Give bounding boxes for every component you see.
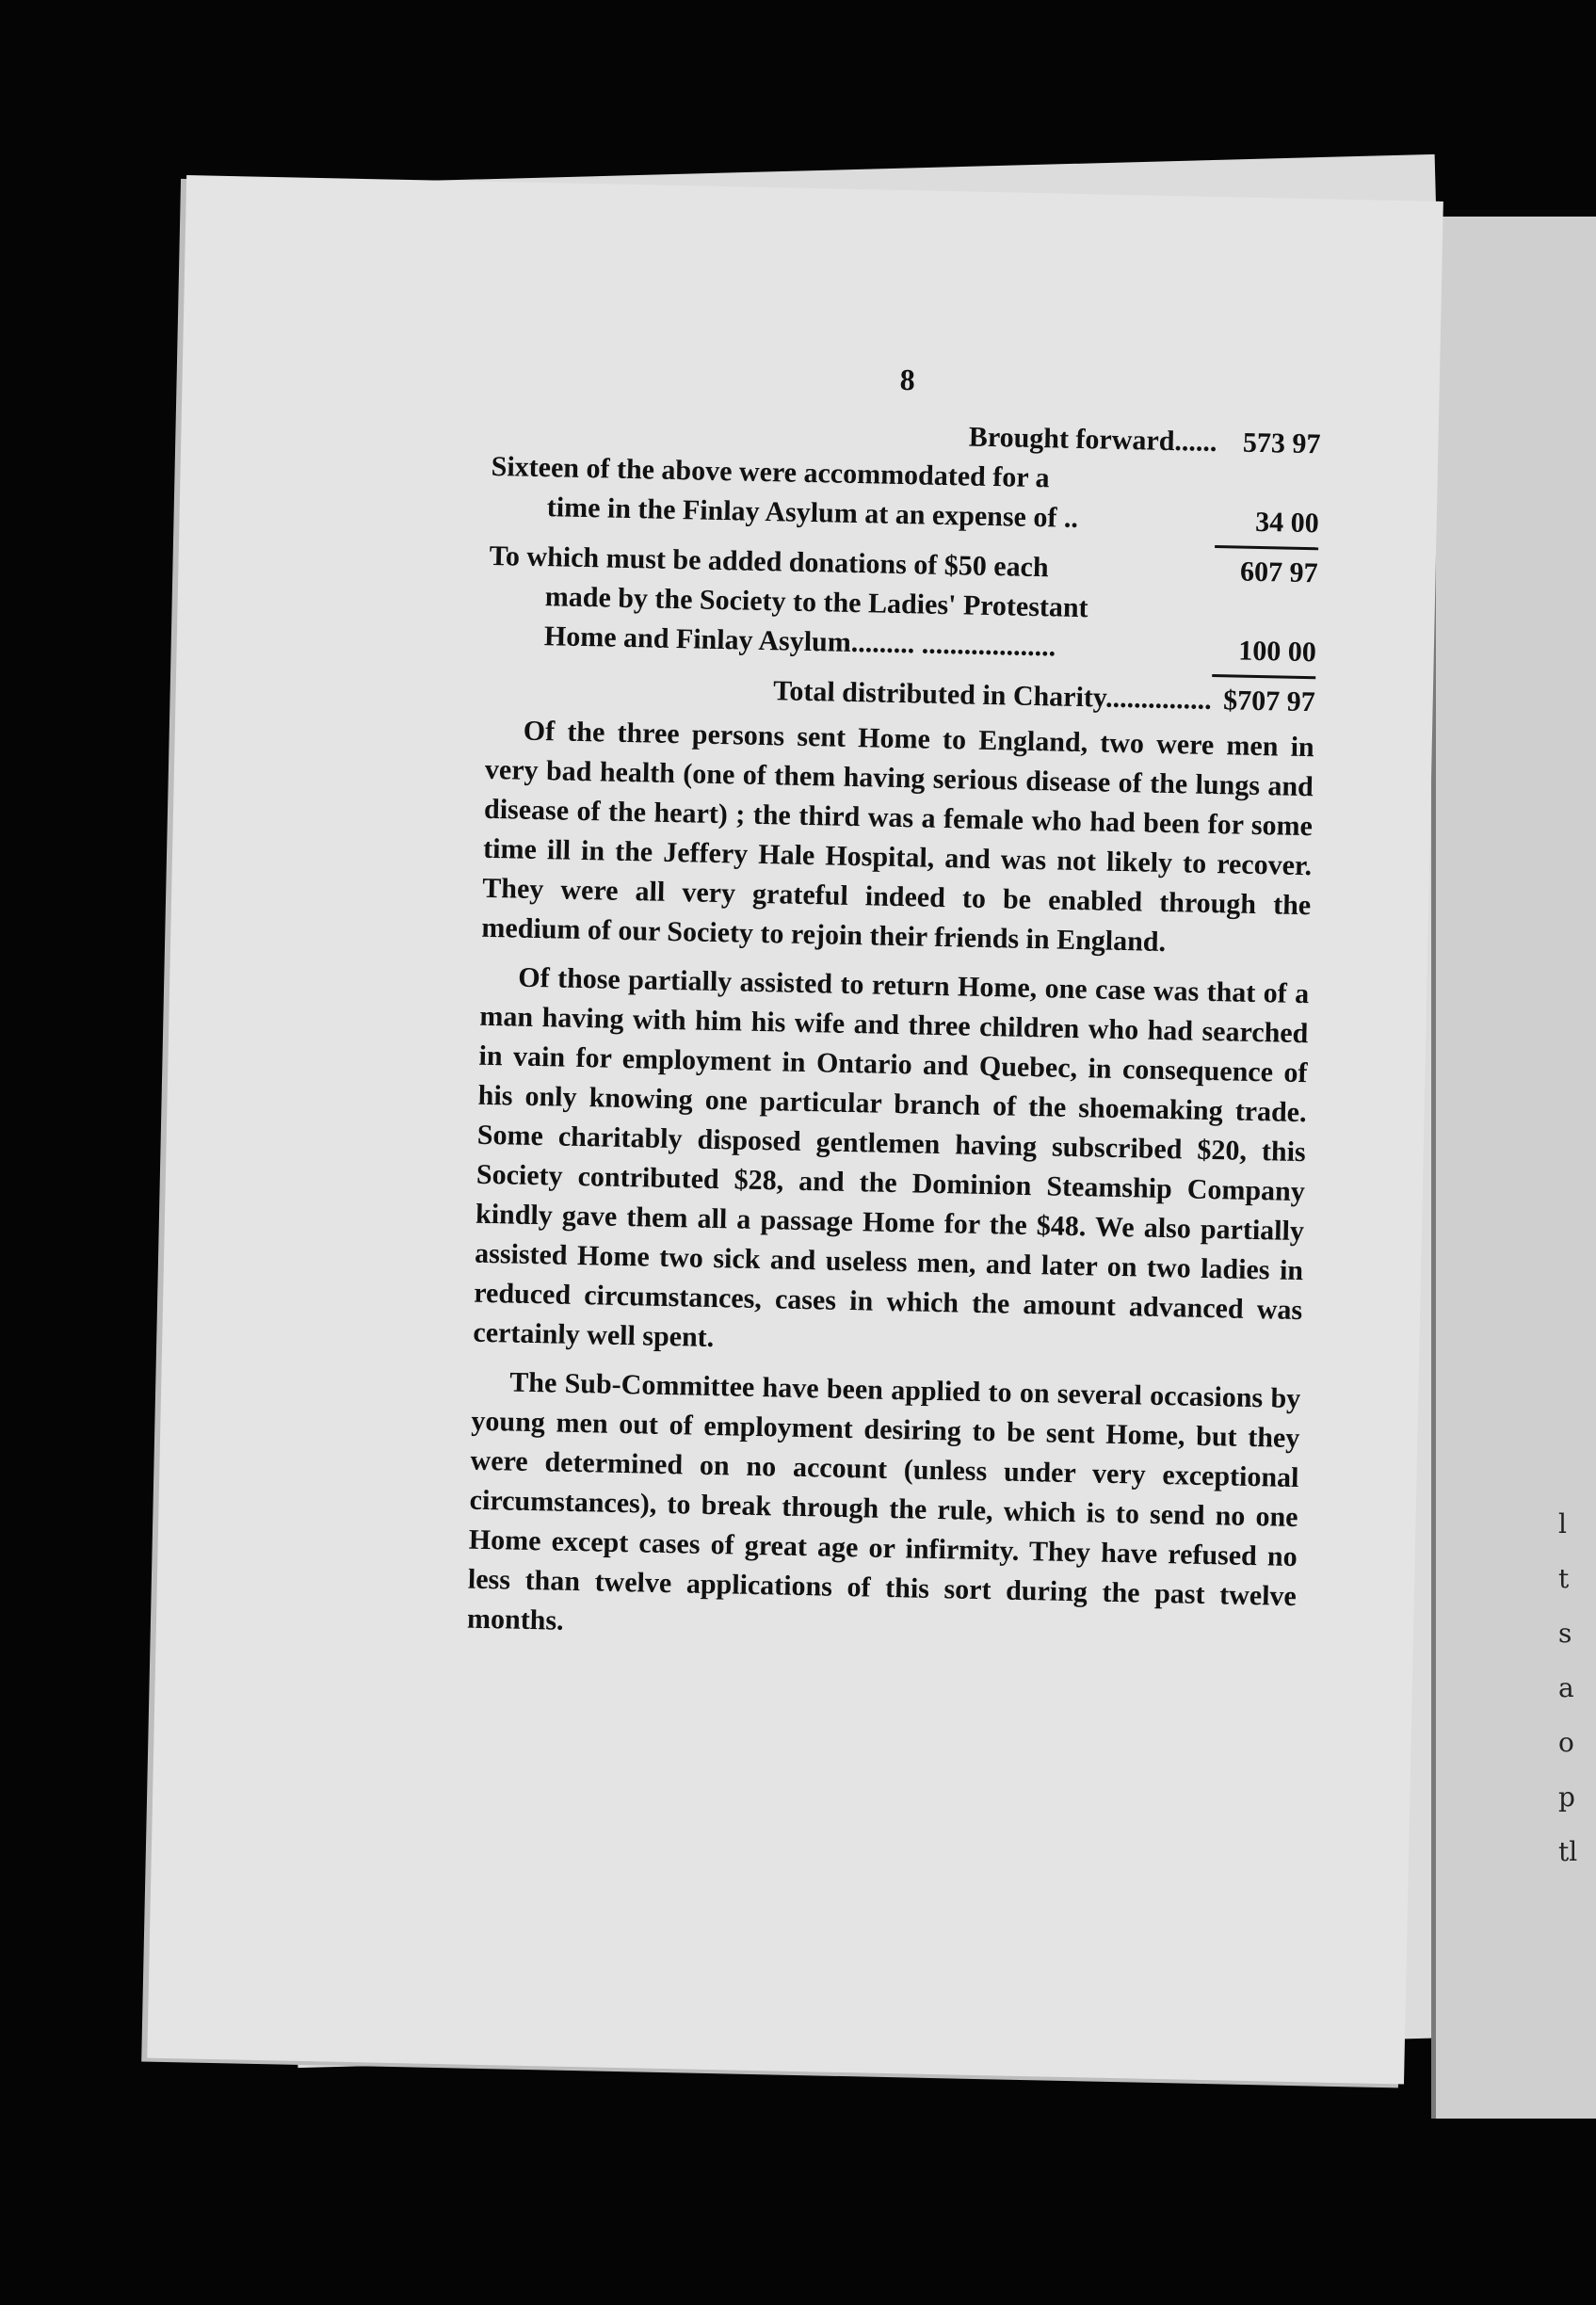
ledger-text: time in the Finlay Asylum at an expense of .. [546, 492, 1079, 534]
ledger-total-label: Total distributed in Charity............... [772, 675, 1213, 716]
ledger [486, 408, 1320, 722]
paragraph: Of those partially assisted to return Home, one case was that of a man having with him his wife and three children who had searched in vain for employment in Ontario and Quebec, in consequence of his only knowing one particular branch of the shoemaking trade. Some charitably disposed gentlemen having subscribed $20, this Society contributed $28, and the Dominion Steamship Company kindly gave them all a passage Home for the $48. We also partially assisted Home two sick and useless men, and later on two ladies in reduced circumstances, cases in which the amount advanced was certainly well spent. [473, 961, 1310, 1354]
edge-letter: t [1558, 1563, 1570, 1594]
edge-letter: tl [1558, 1836, 1578, 1867]
edge-letter: s [1558, 1618, 1572, 1649]
ledger-amount: 34 00 [1254, 506, 1320, 540]
edge-letter: a [1558, 1672, 1574, 1703]
adjacent-page-letters [1558, 1497, 1577, 1879]
ledger-label: Brought forward...... [968, 421, 1217, 458]
ledger-amount: 100 00 [1237, 635, 1317, 669]
edge-letter: o [1558, 1727, 1574, 1758]
page-content [466, 351, 1322, 1666]
ledger-rule [1212, 674, 1315, 679]
ledger-total-amount: $707 97 [1222, 685, 1316, 718]
ledger-text: Sixteen of the above were accommodated for a [491, 450, 1050, 494]
ledger-amount: 573 97 [1242, 427, 1321, 460]
paragraph: The Sub-Committee have been applied to on several occasions by young men out of employment desiring to be sent Home, but they were determined on no account (unless under very exceptional circumstances), to break through the rule, which is to send no one Home except cases of great age or infirmity. They have refused no less than twelve applications of this sort during the past twelve months. [466, 1366, 1301, 1636]
edge-letter: l [1558, 1508, 1567, 1539]
ledger-amount: 607 97 [1239, 556, 1318, 589]
paragraph: Of the three persons sent Home to England, two were men in very bad health (one of them having serious disease of the lungs and disease of the heart) ; the third was a female who had been for some time ill in the Jeffery Hale Hospital, and was not likely to recover. They were all very grateful indeed to be enabled through the medium of our Society to rejoin their friends in England. [481, 715, 1315, 958]
document-page [147, 175, 1443, 2085]
page-number: 8 [899, 362, 916, 397]
ledger-text: To which must be added donations of $50 each [489, 540, 1049, 584]
ledger-rule [1215, 545, 1318, 550]
adjacent-page [1431, 217, 1596, 2119]
ledger-text: Home and Finlay Asylum......... ................... [543, 621, 1056, 663]
edge-letter: p [1558, 1781, 1575, 1813]
ledger-text: made by the Society to the Ladies' Protestant [544, 581, 1088, 624]
